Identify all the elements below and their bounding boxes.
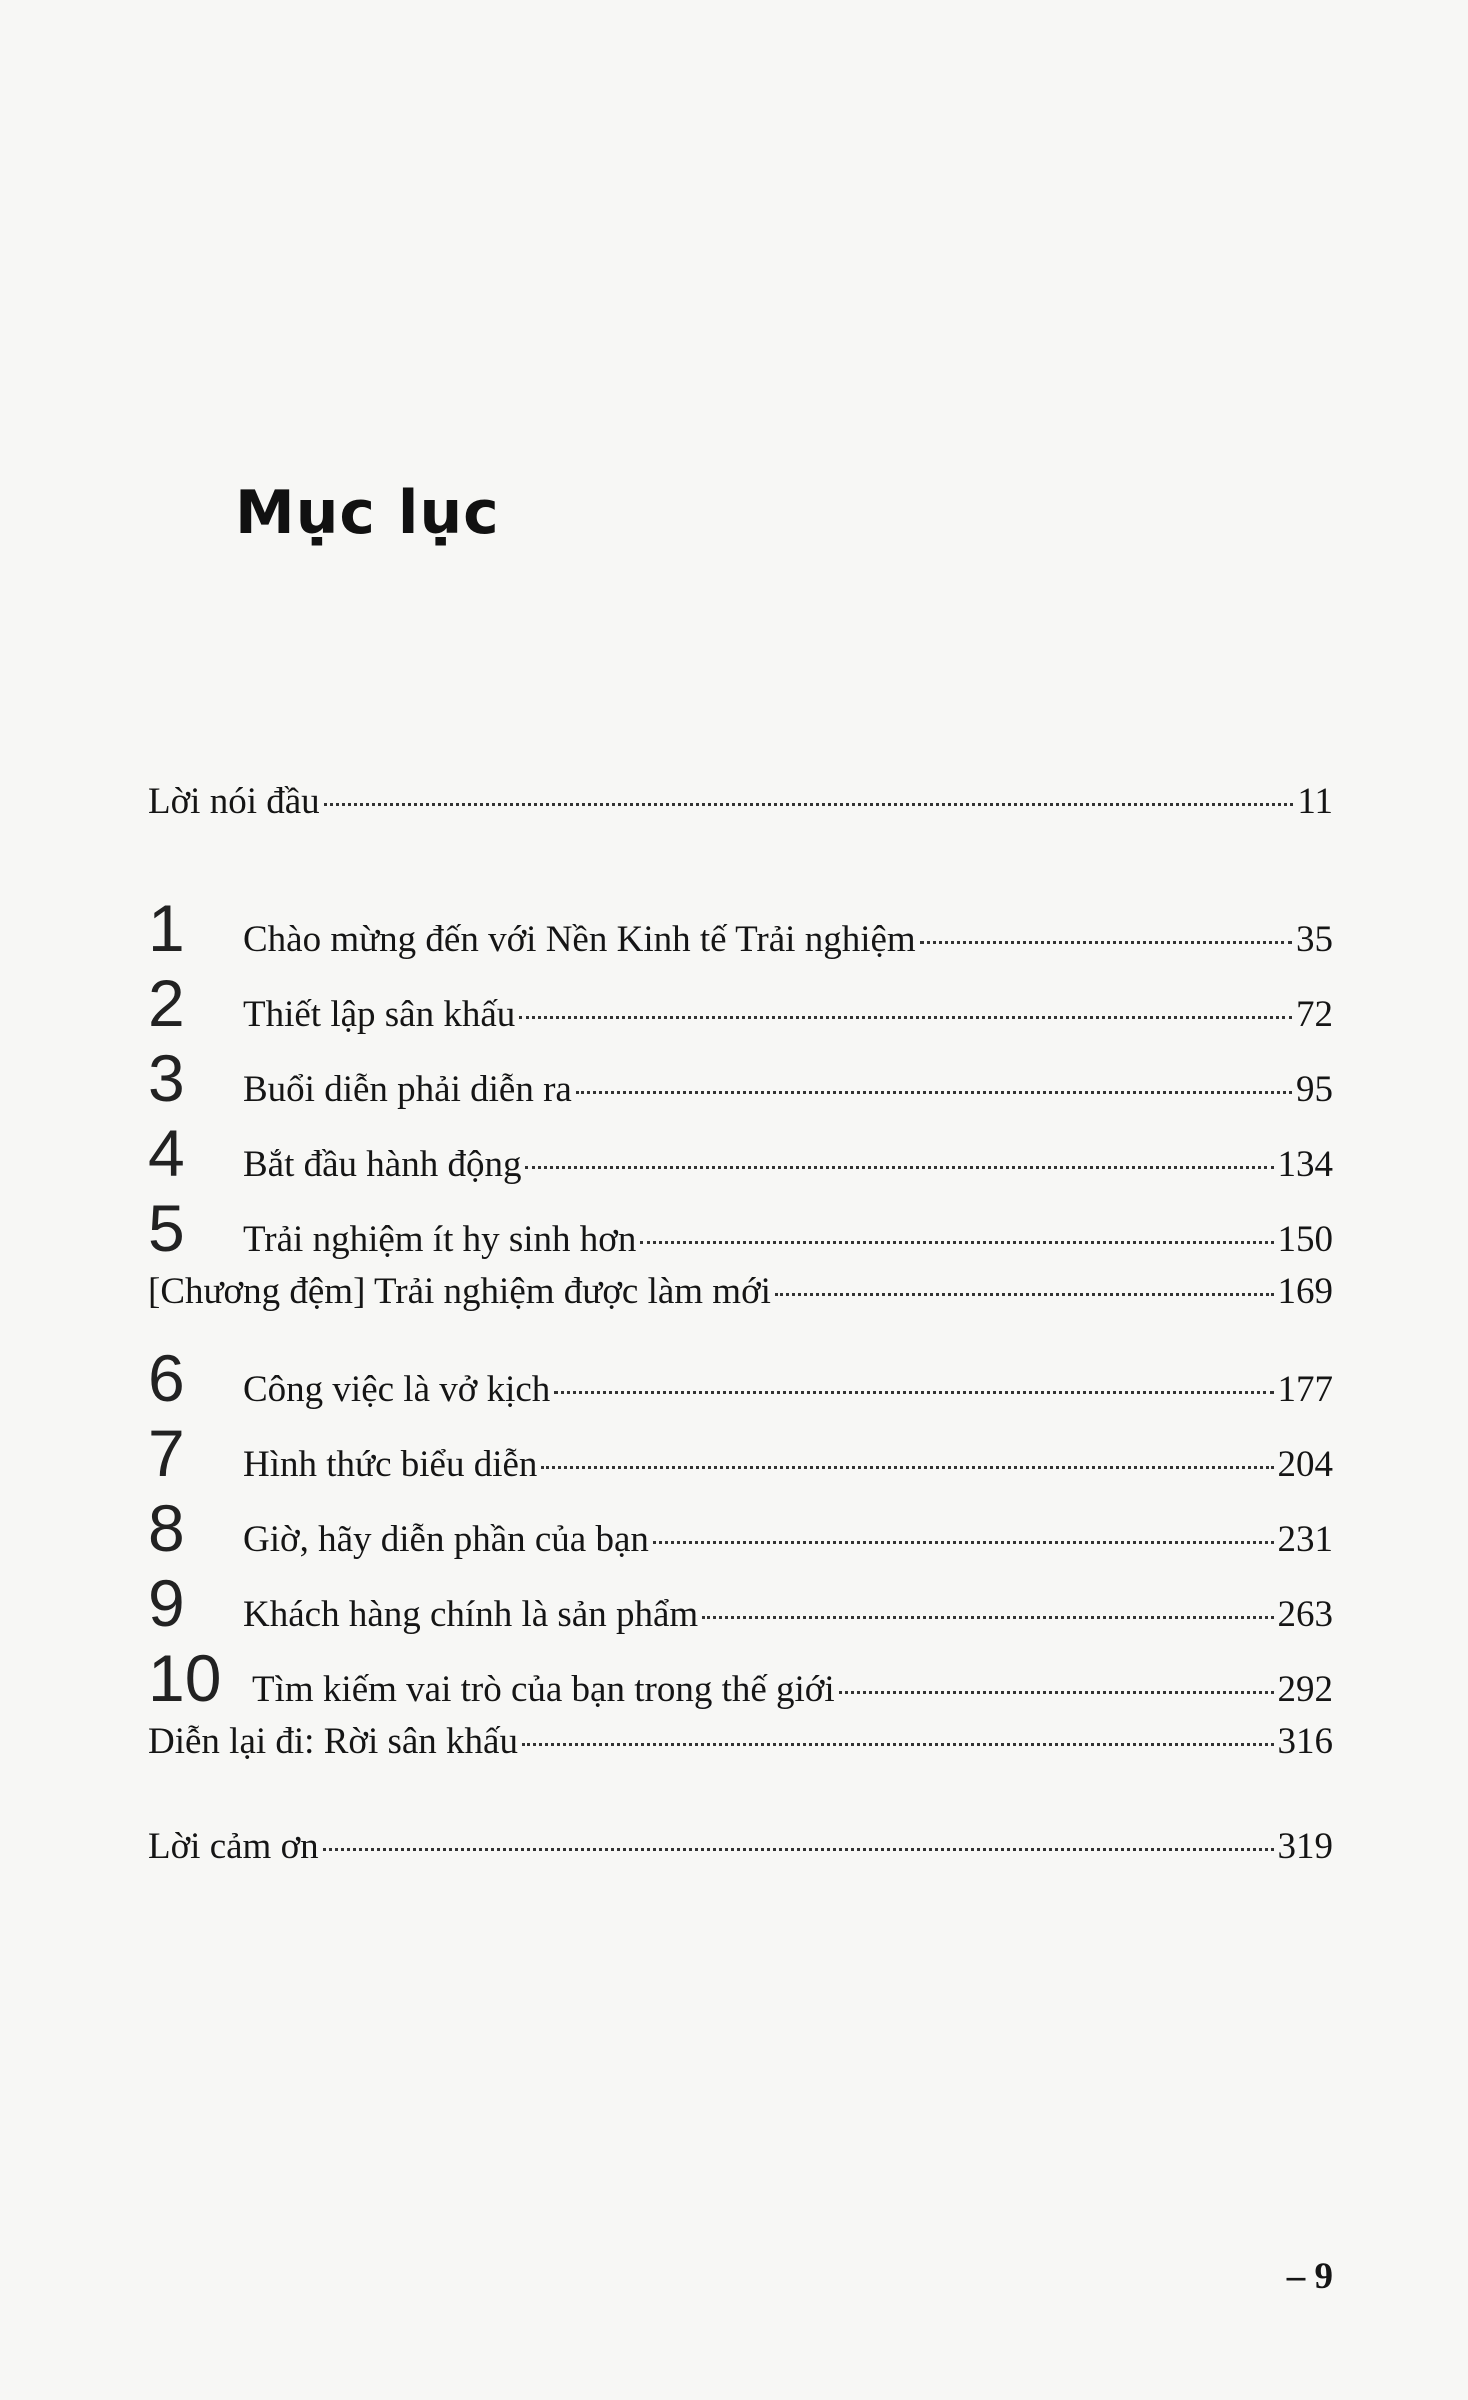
- dot-leader: [519, 1016, 1292, 1019]
- page-reference: 316: [1277, 1721, 1333, 1762]
- chapter-title: Giờ, hãy diễn phần của bạn: [243, 1519, 649, 1560]
- dot-leader: [839, 1691, 1274, 1694]
- toc-entry: [148, 1270, 1333, 1340]
- page-reference: 169: [1277, 1271, 1333, 1312]
- dot-leader: [525, 1166, 1273, 1169]
- toc-entry: [148, 1641, 1333, 1715]
- toc-entry: [148, 1116, 1333, 1190]
- chapter-title: Diễn lại đi: Rời sân khấu: [148, 1721, 518, 1762]
- page-reference: 72: [1296, 994, 1333, 1035]
- chapter-title: Khách hàng chính là sản phẩm: [243, 1594, 699, 1635]
- toc-entry: [148, 780, 1333, 850]
- page-reference: 319: [1277, 1826, 1333, 1867]
- page-reference: 95: [1296, 1069, 1333, 1110]
- chapter-number: 5: [148, 1191, 185, 1265]
- chapter-title: Chào mừng đến với Nền Kinh tế Trải nghiệm: [243, 919, 916, 960]
- chapter-title: Hình thức biểu diễn: [243, 1444, 538, 1485]
- chapter-number: 2: [148, 966, 185, 1040]
- dot-leader: [522, 1743, 1274, 1746]
- dot-leader: [775, 1293, 1274, 1296]
- dot-leader: [640, 1241, 1273, 1244]
- chapter-title: Bắt đầu hành động: [243, 1144, 522, 1185]
- chapter-number: 6: [148, 1341, 185, 1415]
- dot-leader: [920, 941, 1292, 944]
- chapter-title: [Chương đệm] Trải nghiệm được làm mới: [148, 1271, 771, 1312]
- page-number: – 9: [1286, 2256, 1333, 2297]
- page-reference: 11: [1297, 781, 1333, 822]
- chapter-title: Lời nói đầu: [148, 781, 320, 822]
- page-reference: 134: [1277, 1144, 1333, 1185]
- dot-leader: [702, 1616, 1273, 1619]
- page-reference: 177: [1277, 1369, 1333, 1410]
- chapter-title: Tìm kiếm vai trò của bạn trong thế giới: [252, 1669, 835, 1710]
- dot-leader: [324, 803, 1294, 806]
- toc-entry: [148, 1041, 1333, 1115]
- chapter-number: 9: [148, 1566, 185, 1640]
- chapter-title: Công việc là vở kịch: [243, 1369, 551, 1410]
- chapter-number: 3: [148, 1041, 185, 1115]
- chapter-number: 8: [148, 1491, 185, 1565]
- chapter-number: 1: [148, 891, 185, 965]
- toc-entry: [148, 1341, 1333, 1415]
- chapter-title: Buổi diễn phải diễn ra: [243, 1069, 572, 1110]
- dot-leader: [541, 1466, 1273, 1469]
- dot-leader: [323, 1848, 1274, 1851]
- dot-leader: [554, 1391, 1273, 1394]
- chapter-number: 7: [148, 1416, 185, 1490]
- page-reference: 263: [1277, 1594, 1333, 1635]
- toc-entry: [148, 1491, 1333, 1565]
- chapter-number: 4: [148, 1116, 185, 1190]
- page-title: Mục lục: [235, 478, 500, 548]
- chapter-title: Lời cảm ơn: [148, 1826, 319, 1867]
- toc-entry: [148, 1720, 1333, 1790]
- toc-entry: [148, 1566, 1333, 1640]
- dot-leader: [576, 1091, 1292, 1094]
- toc-entry: [148, 891, 1333, 965]
- toc-entry: [148, 1416, 1333, 1490]
- page-reference: 292: [1277, 1669, 1333, 1710]
- page-reference: 204: [1277, 1444, 1333, 1485]
- toc-entry: [148, 1825, 1333, 1895]
- chapter-title: Trải nghiệm ít hy sinh hơn: [243, 1219, 637, 1260]
- page-reference: 231: [1277, 1519, 1333, 1560]
- chapter-number: 10: [148, 1641, 222, 1715]
- toc-entry: [148, 966, 1333, 1040]
- page-reference: 150: [1277, 1219, 1333, 1260]
- toc-entry: [148, 1191, 1333, 1265]
- chapter-title: Thiết lập sân khấu: [243, 994, 516, 1035]
- page-reference: 35: [1296, 919, 1333, 960]
- dot-leader: [653, 1541, 1274, 1544]
